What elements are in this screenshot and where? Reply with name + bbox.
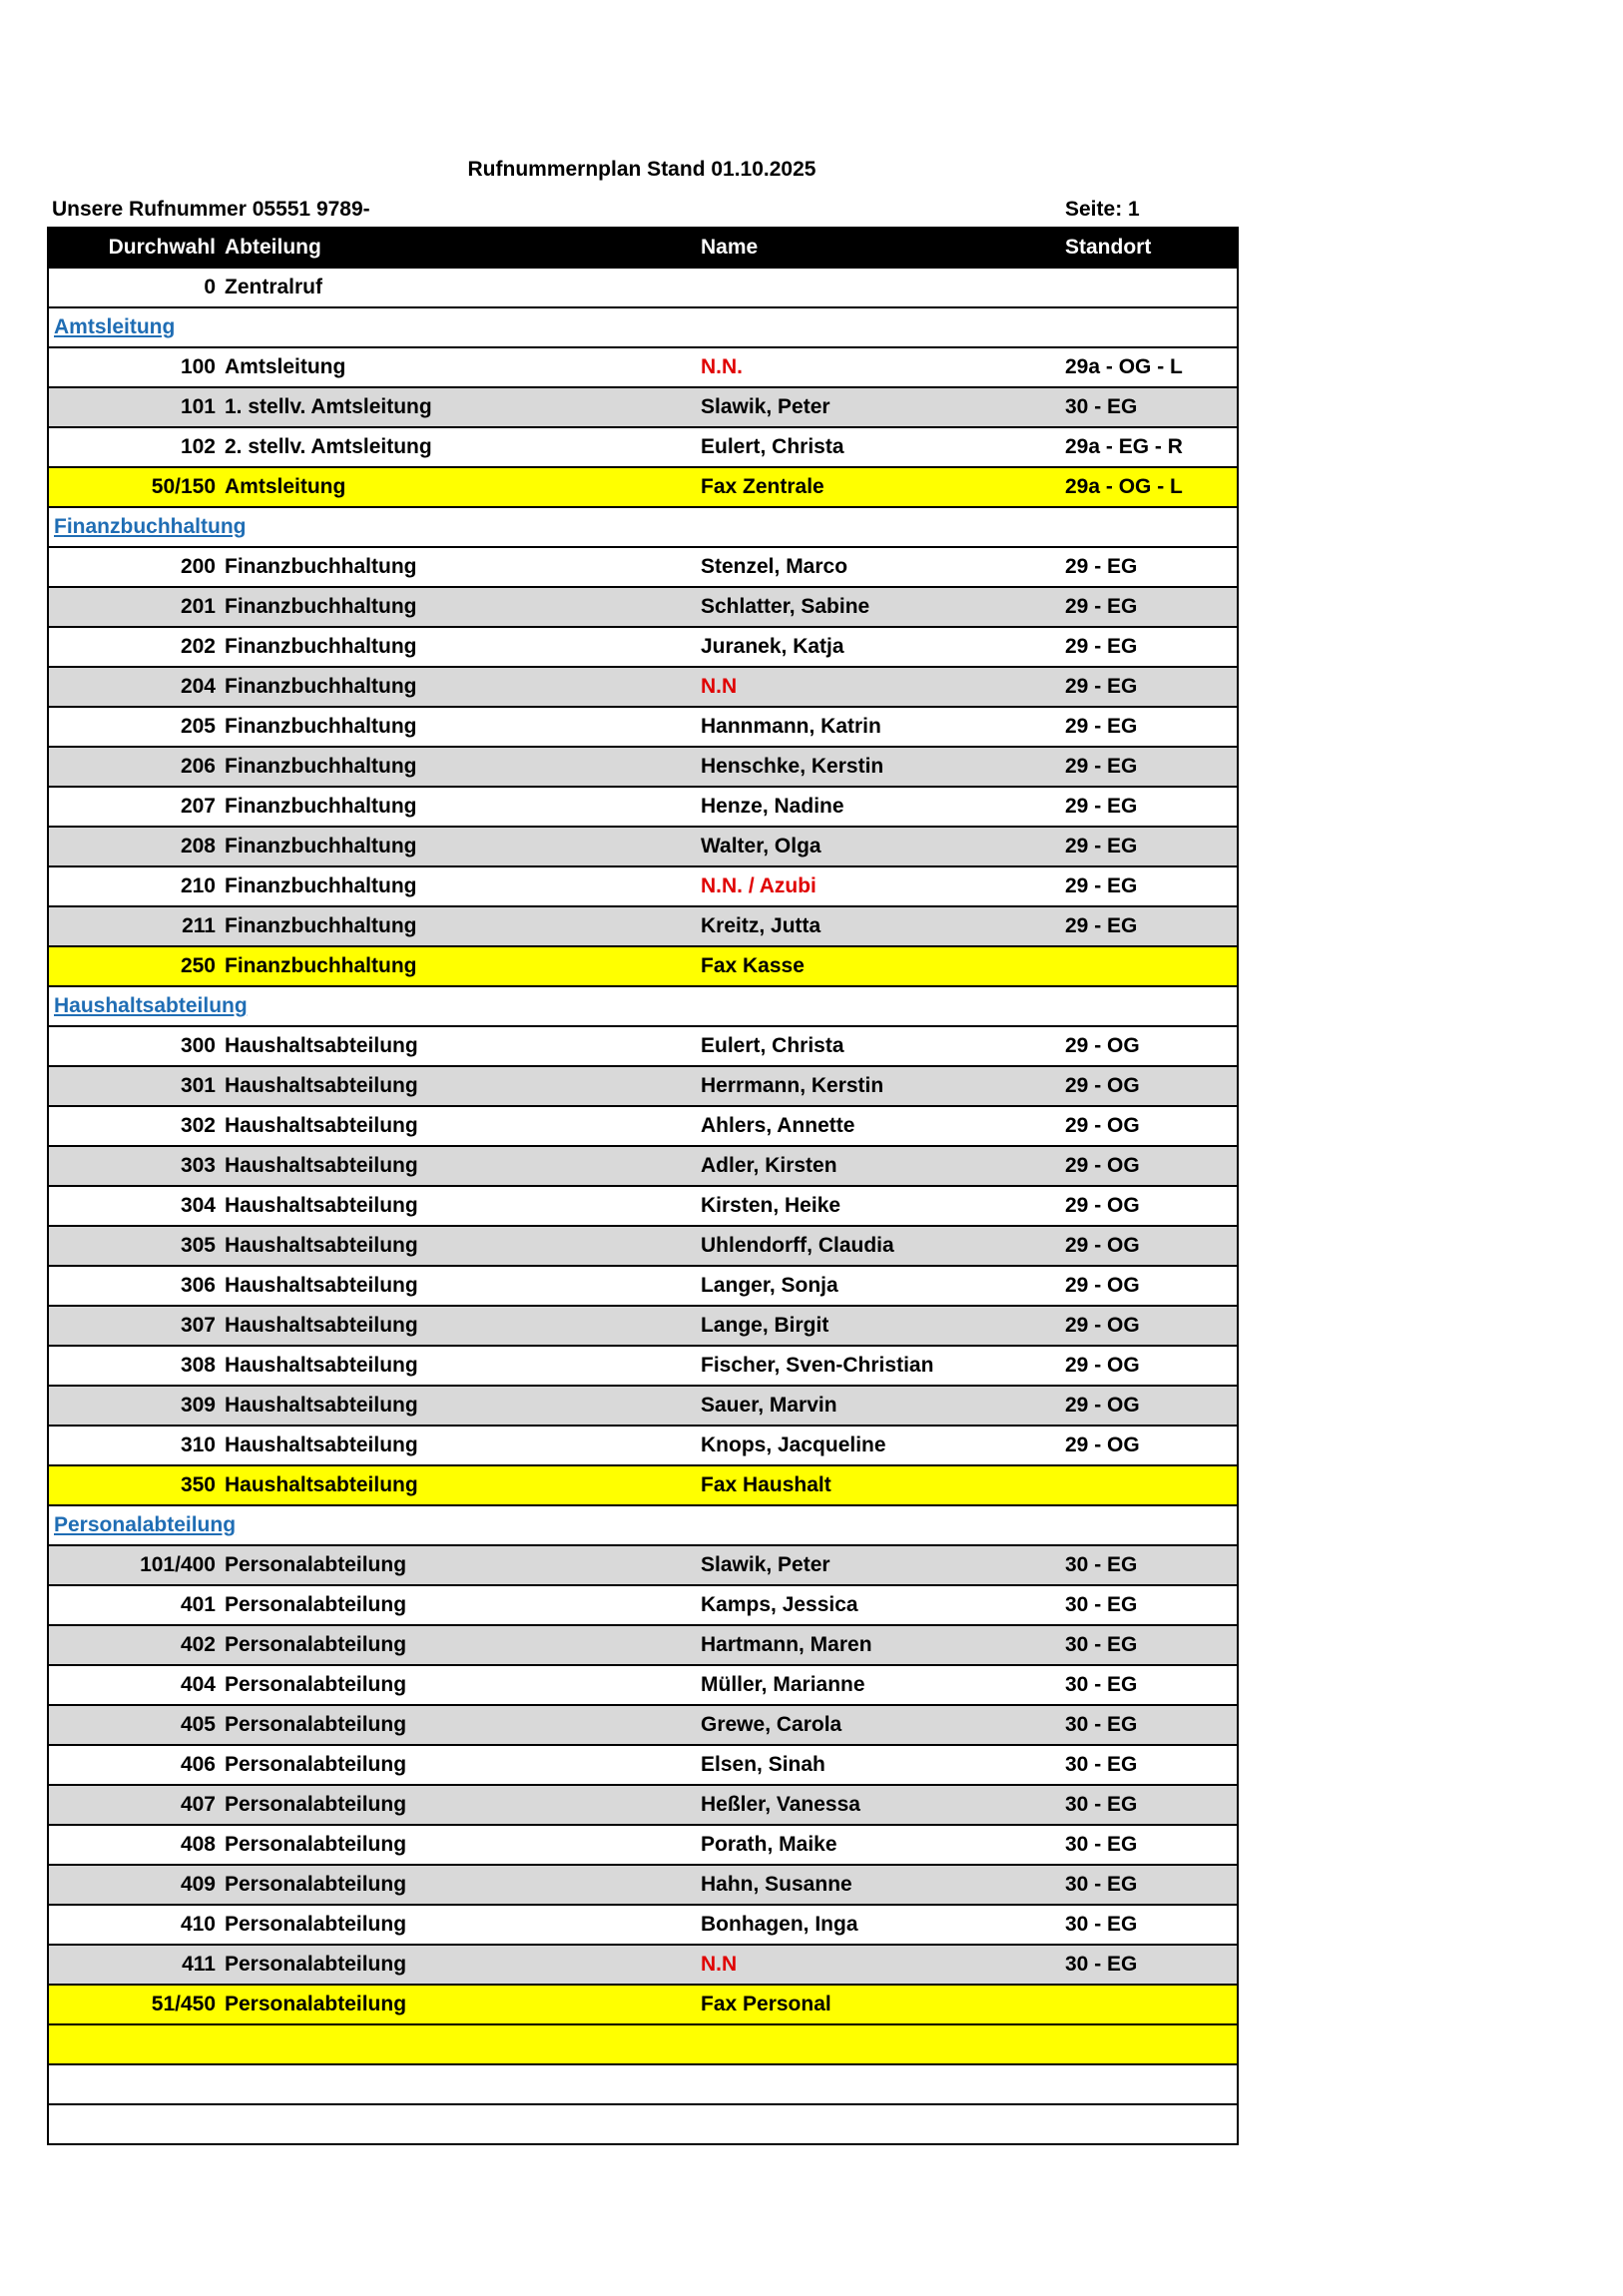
name-cell: Kamps, Jessica [701, 1593, 858, 1616]
department-cell: Personalabteilung [225, 1953, 407, 1976]
extension-cell: 305 [180, 1234, 216, 1257]
table-row [49, 706, 1237, 746]
name-cell: N.N. / Azubi [701, 874, 816, 897]
location-cell: 29 - EG [1065, 835, 1138, 858]
name-cell: Langer, Sonja [701, 1274, 838, 1297]
name-cell: Eulert, Christa [701, 1034, 844, 1057]
name-cell: Slawik, Peter [701, 1553, 830, 1576]
location-cell: 30 - EG [1065, 1553, 1138, 1576]
location-cell: 29 - OG [1065, 1114, 1140, 1137]
table-row [49, 786, 1237, 826]
extension-cell: 304 [180, 1194, 216, 1217]
location-cell: 29 - EG [1065, 874, 1138, 897]
department-cell: Finanzbuchhaltung [225, 555, 417, 578]
name-cell: Knops, Jacqueline [701, 1434, 886, 1456]
extension-cell [49, 2025, 216, 2063]
location-cell: 29 - OG [1065, 1274, 1140, 1297]
department-cell: Personalabteilung [225, 1593, 407, 1616]
table-row [49, 2023, 1237, 2063]
name-cell: Sauer, Marvin [701, 1394, 837, 1417]
location-cell: 29 - OG [1065, 1434, 1140, 1456]
section-link[interactable]: Amtsleitung [54, 315, 176, 338]
location-cell: 29 - EG [1065, 795, 1138, 818]
section-row [49, 1504, 1237, 1544]
name-cell: Uhlendorff, Claudia [701, 1234, 894, 1257]
location-cell: 30 - EG [1065, 1873, 1138, 1896]
name-cell: Slawik, Peter [701, 395, 830, 418]
section-link[interactable]: Finanzbuchhaltung [54, 515, 247, 538]
extension-cell: 202 [180, 635, 216, 658]
location-cell: 30 - EG [1065, 1673, 1138, 1696]
department-cell: Personalabteilung [225, 1873, 407, 1896]
name-cell: N.N [701, 1953, 738, 1976]
location-cell: 29 - OG [1065, 1354, 1140, 1377]
table-row [49, 1584, 1237, 1624]
extension-cell: 401 [180, 1593, 216, 1616]
extension-cell: 204 [180, 675, 216, 698]
column-header-abteilung: Abteilung [225, 236, 321, 259]
extension-cell: 303 [180, 1154, 216, 1177]
name-cell: Juranek, Katja [701, 635, 844, 658]
page-number-label: Seite: 1 [1065, 198, 1140, 221]
extension-cell: 101 [180, 395, 216, 418]
department-cell: Haushaltsabteilung [225, 1194, 418, 1217]
department-cell: Haushaltsabteilung [225, 1074, 418, 1097]
location-cell: 29 - OG [1065, 1394, 1140, 1417]
table-row [49, 1664, 1237, 1704]
extension-cell: 350 [180, 1473, 216, 1496]
page-title: Rufnummernplan Stand 01.10.2025 [467, 158, 816, 181]
location-cell: 29 - OG [1065, 1074, 1140, 1097]
table-row [49, 2103, 1237, 2143]
department-cell: Haushaltsabteilung [225, 1154, 418, 1177]
name-cell: Walter, Olga [701, 835, 821, 858]
extension-cell: 206 [180, 755, 216, 778]
table-row [49, 1904, 1237, 1944]
extension-cell: 308 [180, 1354, 216, 1377]
location-cell: 29 - EG [1065, 755, 1138, 778]
department-cell: Haushaltsabteilung [225, 1354, 418, 1377]
name-cell: Fischer, Sven-Christian [701, 1354, 934, 1377]
extension-cell [49, 2105, 216, 2143]
department-cell: Haushaltsabteilung [225, 1034, 418, 1057]
location-cell: 30 - EG [1065, 1793, 1138, 1816]
extension-cell: 102 [180, 435, 216, 458]
name-cell: Grewe, Carola [701, 1713, 842, 1736]
table-row [49, 1624, 1237, 1664]
name-cell: Fax Personal [701, 1993, 831, 2015]
name-cell: Fax Haushalt [701, 1473, 831, 1496]
table-row [49, 386, 1237, 426]
location-cell: 29a - OG - L [1065, 355, 1183, 378]
table-row [49, 1225, 1237, 1265]
extension-cell: 301 [180, 1074, 216, 1097]
department-cell: 2. stellv. Amtsleitung [225, 435, 432, 458]
location-cell: 29 - EG [1065, 914, 1138, 937]
department-cell: Amtsleitung [225, 355, 346, 378]
location-cell: 29a - OG - L [1065, 475, 1183, 498]
department-cell: Haushaltsabteilung [225, 1314, 418, 1337]
table-header-row [49, 227, 1237, 267]
name-cell: N.N. [701, 355, 743, 378]
phone-directory-table [47, 227, 1239, 2145]
table-row [49, 426, 1237, 466]
department-cell: 1. stellv. Amtsleitung [225, 395, 432, 418]
table-row [49, 1704, 1237, 1744]
table-row [49, 586, 1237, 626]
table-row [49, 1305, 1237, 1345]
extension-cell [49, 2065, 216, 2103]
phone-number-label: Unsere Rufnummer 05551 9789- [52, 198, 370, 221]
location-cell: 30 - EG [1065, 1833, 1138, 1856]
extension-cell: 0 [204, 276, 216, 298]
extension-cell: 51/450 [151, 1993, 216, 2015]
location-cell: 30 - EG [1065, 395, 1138, 418]
department-cell: Amtsleitung [225, 475, 346, 498]
table-row [49, 1425, 1237, 1464]
department-cell: Personalabteilung [225, 1673, 407, 1696]
extension-cell: 406 [180, 1753, 216, 1776]
department-cell: Finanzbuchhaltung [225, 595, 417, 618]
extension-cell: 404 [180, 1673, 216, 1696]
table-row [49, 346, 1237, 386]
location-cell: 30 - EG [1065, 1593, 1138, 1616]
table-row [49, 546, 1237, 586]
department-cell: Finanzbuchhaltung [225, 914, 417, 937]
name-cell: Hahn, Susanne [701, 1873, 852, 1896]
table-row [49, 1385, 1237, 1425]
location-cell: 29 - EG [1065, 555, 1138, 578]
department-cell: Personalabteilung [225, 1833, 407, 1856]
column-header-durchwahl: Durchwahl [108, 236, 216, 259]
department-cell: Haushaltsabteilung [225, 1114, 418, 1137]
section-row [49, 506, 1237, 546]
section-link[interactable]: Personalabteilung [54, 1513, 237, 1536]
extension-cell: 410 [180, 1913, 216, 1936]
extension-cell: 211 [182, 914, 216, 937]
name-cell: Fax Zentrale [701, 475, 824, 498]
table-row [49, 1984, 1237, 2023]
department-cell: Zentralruf [225, 276, 323, 298]
extension-cell: 250 [180, 954, 216, 977]
location-cell: 29 - EG [1065, 595, 1138, 618]
table-row [49, 865, 1237, 905]
section-row [49, 306, 1237, 346]
location-cell: 30 - EG [1065, 1633, 1138, 1656]
table-row [49, 1065, 1237, 1105]
extension-cell: 408 [180, 1833, 216, 1856]
column-header-standort: Standort [1065, 236, 1152, 259]
department-cell: Personalabteilung [225, 1553, 407, 1576]
extension-cell: 210 [180, 874, 216, 897]
location-cell: 29 - OG [1065, 1034, 1140, 1057]
extension-cell: 409 [180, 1873, 216, 1896]
department-cell: Finanzbuchhaltung [225, 715, 417, 738]
table-row [49, 1544, 1237, 1584]
column-header-name: Name [701, 236, 759, 259]
department-cell: Haushaltsabteilung [225, 1234, 418, 1257]
extension-cell: 402 [180, 1633, 216, 1656]
department-cell: Finanzbuchhaltung [225, 795, 417, 818]
name-cell: Ahlers, Annette [701, 1114, 855, 1137]
table-row [49, 1105, 1237, 1145]
department-cell: Personalabteilung [225, 1633, 407, 1656]
name-cell: Hartmann, Maren [701, 1633, 872, 1656]
table-row [49, 1824, 1237, 1864]
table-row [49, 945, 1237, 985]
department-cell: Haushaltsabteilung [225, 1434, 418, 1456]
extension-cell: 405 [180, 1713, 216, 1736]
name-cell: Hannmann, Katrin [701, 715, 881, 738]
department-cell: Haushaltsabteilung [225, 1274, 418, 1297]
name-cell: Herrmann, Kerstin [701, 1074, 884, 1097]
name-cell: Kreitz, Jutta [701, 914, 821, 937]
name-cell: Heßler, Vanessa [701, 1793, 860, 1816]
department-cell: Finanzbuchhaltung [225, 874, 417, 897]
extension-cell: 100 [180, 355, 216, 378]
extension-cell: 300 [180, 1034, 216, 1057]
extension-cell: 306 [180, 1274, 216, 1297]
name-cell: Schlatter, Sabine [701, 595, 870, 618]
extension-cell: 411 [182, 1953, 216, 1976]
table-row [49, 466, 1237, 506]
table-row [49, 1145, 1237, 1185]
name-cell: Lange, Birgit [701, 1314, 829, 1337]
name-cell: Müller, Marianne [701, 1673, 865, 1696]
table-row [49, 1784, 1237, 1824]
table-row [49, 267, 1237, 306]
extension-cell: 200 [180, 555, 216, 578]
name-cell: Kirsten, Heike [701, 1194, 841, 1217]
location-cell: 30 - EG [1065, 1713, 1138, 1736]
department-cell: Finanzbuchhaltung [225, 635, 417, 658]
extension-cell: 407 [180, 1793, 216, 1816]
table-row [49, 2063, 1237, 2103]
department-cell: Finanzbuchhaltung [225, 755, 417, 778]
table-row [49, 1944, 1237, 1984]
location-cell: 29 - OG [1065, 1154, 1140, 1177]
location-cell: 29 - EG [1065, 715, 1138, 738]
extension-cell: 50/150 [151, 475, 216, 498]
name-cell: Eulert, Christa [701, 435, 844, 458]
location-cell: 29 - OG [1065, 1194, 1140, 1217]
location-cell: 30 - EG [1065, 1953, 1138, 1976]
extension-cell: 205 [180, 715, 216, 738]
department-cell: Personalabteilung [225, 1993, 407, 2015]
location-cell: 29 - EG [1065, 675, 1138, 698]
table-row [49, 626, 1237, 666]
department-cell: Finanzbuchhaltung [225, 835, 417, 858]
department-cell: Finanzbuchhaltung [225, 954, 417, 977]
extension-cell: 302 [180, 1114, 216, 1137]
section-link[interactable]: Haushaltsabteilung [54, 994, 248, 1017]
department-cell: Personalabteilung [225, 1793, 407, 1816]
name-cell: Henze, Nadine [701, 795, 844, 818]
location-cell: 29a - EG - R [1065, 435, 1183, 458]
name-cell: Fax Kasse [701, 954, 805, 977]
table-row [49, 746, 1237, 786]
location-cell: 29 - EG [1065, 635, 1138, 658]
department-cell: Haushaltsabteilung [225, 1394, 418, 1417]
table-row [49, 905, 1237, 945]
extension-cell: 208 [180, 835, 216, 858]
name-cell: N.N [701, 675, 738, 698]
table-row [49, 826, 1237, 865]
location-cell: 30 - EG [1065, 1913, 1138, 1936]
extension-cell: 207 [180, 795, 216, 818]
name-cell: Bonhagen, Inga [701, 1913, 858, 1936]
extension-cell: 310 [180, 1434, 216, 1456]
department-cell: Finanzbuchhaltung [225, 675, 417, 698]
table-row [49, 1744, 1237, 1784]
table-row [49, 666, 1237, 706]
table-row [49, 1025, 1237, 1065]
table-row [49, 1185, 1237, 1225]
department-cell: Personalabteilung [225, 1753, 407, 1776]
location-cell: 29 - OG [1065, 1234, 1140, 1257]
name-cell: Stenzel, Marco [701, 555, 848, 578]
department-cell: Personalabteilung [225, 1713, 407, 1736]
name-cell: Elsen, Sinah [701, 1753, 825, 1776]
extension-cell: 307 [180, 1314, 216, 1337]
location-cell: 30 - EG [1065, 1753, 1138, 1776]
table-row [49, 1345, 1237, 1385]
section-row [49, 985, 1237, 1025]
table-row [49, 1464, 1237, 1504]
location-cell: 29 - OG [1065, 1314, 1140, 1337]
name-cell: Porath, Maike [701, 1833, 837, 1856]
extension-cell: 309 [180, 1394, 216, 1417]
table-row [49, 1265, 1237, 1305]
extension-cell: 201 [180, 595, 216, 618]
table-row [49, 1864, 1237, 1904]
name-cell: Henschke, Kerstin [701, 755, 884, 778]
extension-cell: 101/400 [140, 1553, 216, 1576]
name-cell: Adler, Kirsten [701, 1154, 837, 1177]
department-cell: Haushaltsabteilung [225, 1473, 418, 1496]
department-cell: Personalabteilung [225, 1913, 407, 1936]
